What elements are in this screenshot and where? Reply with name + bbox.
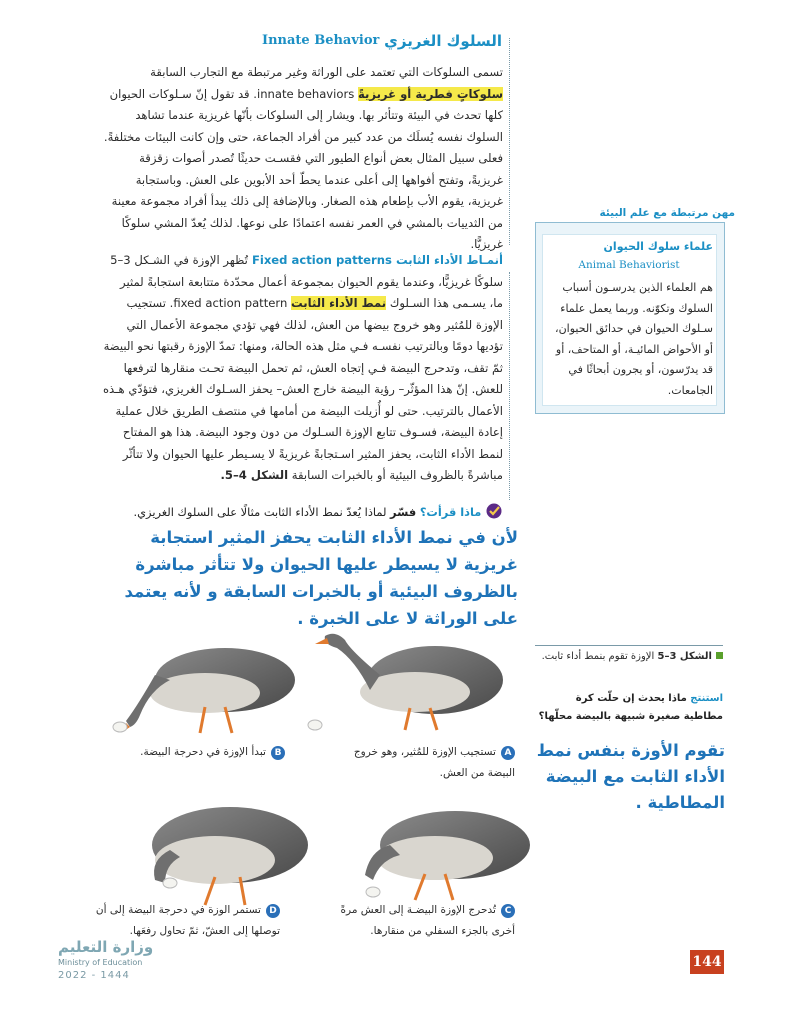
ministry-logo-text: وزارة التعليم (58, 938, 154, 956)
ministry-name-en: Ministry of Education (58, 958, 143, 967)
student-answer-2: تقوم الأوزة بنفس نمط الأداء الثابت مع البيضة المطاطية . (536, 741, 725, 812)
subheading-ar: أنمـاط الأداء الثابت (395, 253, 503, 267)
section-heading-ar: السلوك الغريزي (384, 32, 502, 50)
subheading-en: Fixed action patterns (247, 253, 396, 267)
goose-panel-c (365, 811, 530, 900)
panel-c-caption (330, 898, 515, 940)
panel-a-text: تستجيب الإوزة للمُثير، وهو خروج البيضة من العش. (353, 746, 515, 779)
paragraph-fixed-action-patterns (103, 250, 503, 487)
panel-d-caption (95, 898, 280, 940)
page-number: 144 (690, 950, 724, 974)
panel-letter-d: D (266, 904, 280, 918)
reading-check (103, 503, 503, 522)
column-divider (509, 272, 510, 500)
panel-d-text: تستمر الوزة في دحرجة البيضة إلى أن توصلها إلى العشّ، ثمّ تحاول رفعَها. (95, 904, 280, 937)
student-answer-1: لأن في نمط الأداء الثابت يحفز المثير استجابة غريزية لا يسيطر عليها الحيوان ولا تتأثر مباشرة بالظروف البيئية أو بالخبرات السابقة و لأنه يعتمد على الوراثة لا على الخبرة . (124, 528, 518, 628)
text-run: تسمى السلوكات التي تعتمد على الوراثة وغير مرتبطة مع التجارب السابقة (150, 65, 503, 79)
figure-reference: الشكل 4–5. (220, 468, 289, 482)
reading-check-question: لماذا يُعدّ نمط الأداء الثابت مثالًا على السلوك الغريزي. (133, 505, 391, 519)
sidebar-body: هم العلماء الذين يدرسـون أسباب السلوك وتكوّنه. وربما يعمل علماء سـلوك الحيوان في حدائق الحيوان، أو الأحواض المائيـة، أو المتاحف، أو قد يدرّسون، أو يجرون أبحاثًا في الجامعات. (555, 281, 713, 397)
infer-text: ماذا يحدث إن حلّت كرة مطاطية صغيرة شبيهة بالبيضة محلّها؟ (538, 693, 723, 722)
infer-question (535, 690, 723, 726)
figure-marker-icon (716, 652, 723, 659)
sidebar-title: مهن مرتبطة مع علم البيئة (599, 207, 735, 219)
panel-c-text: تُدحرج الإوزة البيضـة إلى العش مرةً أخرى بالجزء السفلي من منقارها. (340, 904, 515, 937)
sidebar-heading-en: Animal Behaviorist (578, 259, 680, 271)
section-heading (262, 32, 502, 54)
highlighted-term: نمط الأداء الثابت (291, 296, 387, 310)
goose-panel-d (152, 807, 308, 905)
panel-b-caption (110, 740, 285, 761)
checkmark-icon (485, 503, 503, 522)
reading-check-label: ماذا قرأت؟ (419, 505, 482, 519)
text-run: innate behaviors. قد تقول إنّ سـلوكات الحيوان كلها تحدث في البيئة وتتأثر بها. ويشار إلى السلوكات بأنّها غريزية عندما تشاهد السلوك نفسه يُسلَك من عدد كبير من أفراد الجماعة، حتى وإن كانت البيئات مختلفةً. فعلى سبيل المثال بعض أنواع الطيور التي فقسـت حديثًا تُصدر أصوات زقزقة غريزيةً، وتفتح أفواهها إلى أعلى عندما يحطّ أحد الأبوين على العش. وباستجابة غريزية، يقوم الأب بإطعام هذه الصغار. وبالإضافة إلى ذلك يبدأ أفراد مجموعة معينة من الثدييات بالمشي في العمر نفسه اعتمادًا على نوعها. لذلك يُعدّ المشي سلوكًا غريزيًّا. (103, 86, 503, 251)
figure-rule (535, 645, 723, 646)
column-divider (509, 38, 510, 245)
paragraph-innate-behavior (103, 62, 503, 256)
infer-label: استنتج (690, 693, 723, 704)
reading-check-verb: فسّر (390, 505, 417, 519)
figure-number: الشكل 3–5 (657, 651, 712, 662)
sidebar-heading-ar: علماء سلوك الحيوان (603, 240, 713, 253)
panel-letter-c: C (501, 904, 515, 918)
highlighted-term: سلوكاتٍ فطرية أو غريزيةً (357, 86, 503, 101)
panel-a-caption (330, 740, 515, 782)
goose-panel-a (308, 634, 503, 730)
figure-caption (535, 651, 723, 662)
panel-letter-a: A (501, 746, 515, 760)
text-run: fixed action pattern. تستجيب الإوزة للمُثير وهو خروج بيضها من العش، لذلك فهي تؤدي مجموعة الأعمال التي تؤديها دومًا وبالترتيب نفسـه فـي مثل هذه الحالة، ومنها: تمدّ الإوزة رقبتها نحو البيضة ثمّ تقف، وتدحرج البيضة فـي إتجاه العش، ثم تحمل البيضة تحـت منقارها لترفعها للعش. إنّ هذا المؤثّر– رؤية البيضة خارج العش– يحفز السـلوك الغريزي، فتؤدّي هـذه الأعمال بالترتيب. حتى لو أُزيلت البيضة من أمامها في منتصف الطريق خلال عملية إعادة البيضة، فسـوف تتابع الإوزة السـلوك من دون وجود البيضة. هذا هو المفتاح لنمط الأداء الثابت، يحفز المثير اسـتجابةً غريزيةً لا يسـيطر عليها الحيوان ولا تتأثّر مباشرةً بالظروف البيئية أو بالخبرات السابقة (102, 296, 503, 482)
panel-b-text: تبدأ الإوزة في دحرجة البيضة. (140, 746, 266, 758)
figure-caption-text: الإوزة تقوم بنمط أداء ثابت. (541, 651, 658, 662)
goose-panel-b (113, 648, 295, 733)
section-heading-en: Innate Behavior (262, 33, 380, 48)
edition-year: 2022 - 1444 (58, 970, 130, 981)
panel-letter-b: B (271, 746, 285, 760)
text-run: تُظهر الإوزة في الشـكل 3–5 سلوكًا غريزيًّا، وعندما يقوم الحيوان بمجموعة أعمال محدّدة متتابعة استجابةً لمثير ما، يسـمى هذا السـلوك (110, 253, 503, 310)
